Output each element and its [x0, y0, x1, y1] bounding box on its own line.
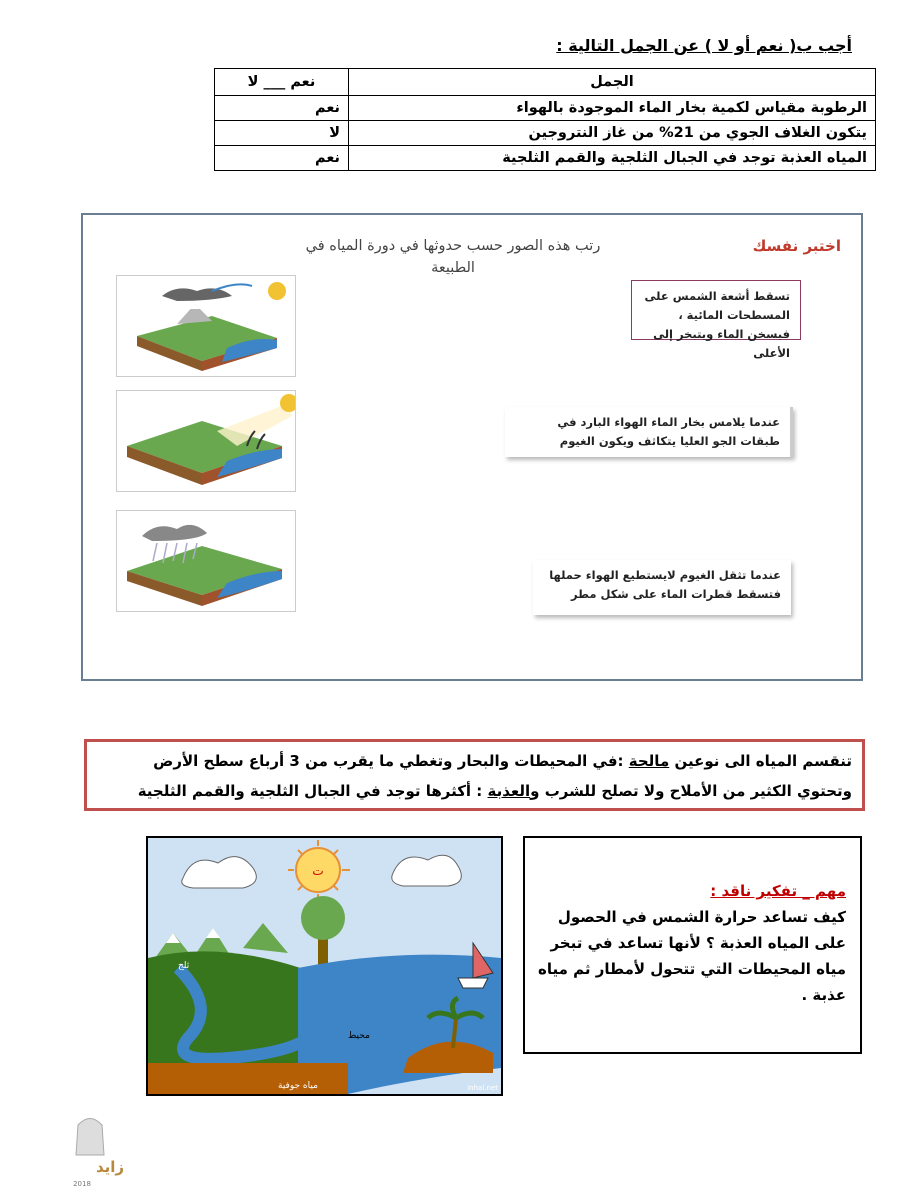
info-text-1: تنقسم المياه الى نوعين	[669, 752, 852, 770]
activity-instruction: رتب هذه الصور حسب حدوثها في دورة المياه في الطبيعة	[305, 238, 601, 276]
svg-text:ت: ت	[312, 864, 324, 878]
svg-text:2018: 2018	[73, 1180, 91, 1188]
step-precipitation-box: عندما تثقل الغيوم لايستطيع الهواء حملها فتسقط قطرات الماء على شكل مطر	[533, 560, 791, 615]
row-sentence: الرطوبة مقياس لكمية بخار الماء الموجودة بالهواء	[349, 96, 876, 121]
test-yourself-panel	[81, 213, 863, 681]
row-answer: لا	[215, 121, 349, 146]
header-sentence: الجمل	[349, 69, 876, 96]
rain-scene-image	[116, 510, 296, 612]
question-title: أجب ب( نعم أو لا ) عن الجمل التالية :	[556, 36, 852, 55]
water-cycle-illustration	[146, 836, 503, 1096]
critical-thinking-box	[523, 836, 862, 1054]
fresh-word: العذبة	[487, 782, 531, 800]
critical-thinking-title: مهم _ تفكير ناقد :	[710, 882, 846, 900]
header-answer: نعم ___ لا	[215, 69, 349, 96]
row-sentence: المياه العذبة توجد في الجبال الثلجية والقمم الثلجية	[349, 146, 876, 171]
svg-text:محيط: محيط	[348, 1031, 370, 1041]
table-row	[215, 121, 876, 146]
table-header-row	[215, 69, 876, 96]
salty-word: مالحة	[628, 752, 670, 770]
info-text-3: : أكثرها توجد في الجبال الثلجية والقمم الثلجية	[137, 782, 488, 800]
svg-text:ثلج: ثلج	[178, 961, 190, 971]
row-sentence: يتكون الغلاف الجوي من 21% من غاز النتروجين	[349, 121, 876, 146]
critical-thinking-body: كيف تساعد حرارة الشمس في الحصول على المياه العذبة ؟ لأنها تساعد في تبخر مياه المحيطات التي تتحول لأمطار ثم مياه عذبة .	[538, 908, 846, 1004]
svg-text:inhal.net: inhal.net	[467, 1084, 498, 1092]
yes-no-table	[214, 68, 876, 171]
zayed-logo	[70, 1110, 130, 1190]
evaporation-scene-image	[116, 275, 296, 377]
water-types-info-box	[84, 739, 865, 811]
row-answer: نعم	[215, 146, 349, 171]
svg-text:زايد: زايد	[95, 1158, 125, 1176]
svg-text:مياه جوفية: مياه جوفية	[278, 1081, 318, 1091]
step-evaporation-box: تسقط أشعة الشمس على المسطحات المائية ، فيسخن الماء ويتبخر إلى الأعلى	[631, 280, 801, 340]
info-text-2: :في المحيطات والبحار وتغطي ما يقرب من 3 أرباع سطح الأرض وتحتوي الكثير من الأملاح ولا تصلح للشرب و	[153, 752, 852, 800]
row-answer: نعم	[215, 96, 349, 121]
table-row	[215, 96, 876, 121]
table-row	[215, 146, 876, 171]
condensation-scene-image	[116, 390, 296, 492]
test-yourself-badge: اختبر نفسك	[752, 237, 841, 255]
step-condensation-box: عندما يلامس بخار الماء الهواء البارد في طبقات الجو العليا يتكاثف ويكون الغيوم	[505, 407, 793, 457]
